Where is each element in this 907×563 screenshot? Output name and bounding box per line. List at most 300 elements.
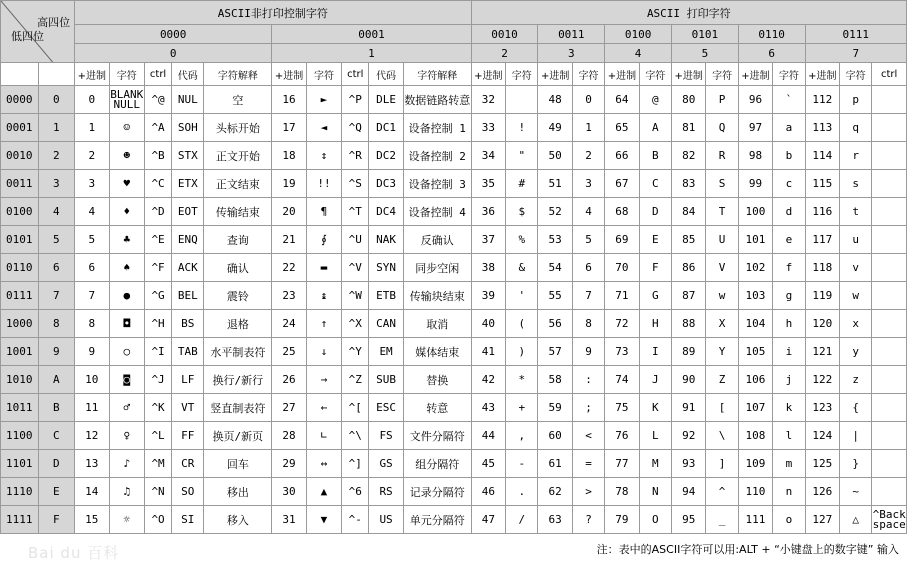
cell-decimal: 108	[738, 422, 772, 450]
cell-ctrl: ^P	[342, 86, 369, 114]
cell-decimal: 66	[605, 142, 639, 170]
cell-decimal: 85	[671, 226, 705, 254]
cell-char: ∟	[306, 422, 341, 450]
row-binary: 1000	[1, 310, 39, 338]
cell-decimal: 92	[671, 422, 705, 450]
cell-char: >	[572, 478, 604, 506]
cell-char: 9	[572, 338, 604, 366]
table-row	[1, 114, 907, 142]
cell-char: K	[639, 394, 671, 422]
cell-desc: 传输结束	[204, 198, 272, 226]
cell-decimal: 33	[471, 114, 505, 142]
cell-code: DC3	[369, 170, 403, 198]
cell-decimal: 38	[471, 254, 505, 282]
cell-code: ETX	[172, 170, 204, 198]
col-label-code: 代码	[369, 63, 403, 86]
cell-code: SI	[172, 506, 204, 534]
cell-decimal: 7	[75, 282, 109, 310]
row-binary: 1111	[1, 506, 39, 534]
cell-decimal: 28	[272, 422, 306, 450]
cell-char: U	[706, 226, 738, 254]
cell-decimal: 75	[605, 394, 639, 422]
cell-decimal: 118	[805, 254, 839, 282]
cell-decimal: 40	[471, 310, 505, 338]
cell-code: STX	[172, 142, 204, 170]
cell-decimal: 2	[75, 142, 109, 170]
cell-decimal: 35	[471, 170, 505, 198]
cell-char: b	[773, 142, 805, 170]
cell-decimal: 116	[805, 198, 839, 226]
cell-char: ♂	[109, 394, 144, 422]
cell-desc: 空	[204, 86, 272, 114]
cell-char: _	[706, 506, 738, 534]
cell-char: A	[639, 114, 671, 142]
cell-char: '	[506, 282, 538, 310]
row-binary: 0001	[1, 114, 39, 142]
cell-char: B	[639, 142, 671, 170]
cell-ctrl	[872, 478, 907, 506]
cell-ctrl	[872, 114, 907, 142]
cell-desc: 替换	[403, 366, 471, 394]
cell-ctrl: ^A	[145, 114, 172, 142]
table-row	[1, 198, 907, 226]
row-binary: 1011	[1, 394, 39, 422]
cell-ctrl: ^[	[342, 394, 369, 422]
cell-decimal: 113	[805, 114, 839, 142]
table-row	[1, 170, 907, 198]
cell-ctrl: ^L	[145, 422, 172, 450]
cell-decimal: 95	[671, 506, 705, 534]
cell-code: VT	[172, 394, 204, 422]
table-row	[1, 478, 907, 506]
cell-char: :	[572, 366, 604, 394]
cell-decimal: 54	[538, 254, 572, 282]
cell-ctrl: ^D	[145, 198, 172, 226]
cell-code: ACK	[172, 254, 204, 282]
cell-char: ¶	[306, 198, 341, 226]
cell-char: (	[506, 310, 538, 338]
cell-char: !!	[306, 170, 341, 198]
cell-char: w	[706, 282, 738, 310]
cell-ctrl	[872, 422, 907, 450]
cell-decimal: 14	[75, 478, 109, 506]
cell-char: -	[506, 450, 538, 478]
cell-decimal: 103	[738, 282, 772, 310]
cell-ctrl: ^J	[145, 366, 172, 394]
cell-decimal: 120	[805, 310, 839, 338]
cell-ctrl	[872, 394, 907, 422]
group-binary: 0010	[471, 25, 538, 44]
cell-ctrl: ^6	[342, 478, 369, 506]
cell-char: O	[639, 506, 671, 534]
cell-decimal: 16	[272, 86, 306, 114]
cell-char: .	[506, 478, 538, 506]
cell-char: R	[706, 142, 738, 170]
group-decimal: 7	[805, 44, 906, 63]
cell-char: I	[639, 338, 671, 366]
cell-char: <	[572, 422, 604, 450]
cell-code: FF	[172, 422, 204, 450]
cell-ctrl: ^@	[145, 86, 172, 114]
cell-char: y	[839, 338, 871, 366]
row-binary: 1001	[1, 338, 39, 366]
col-label-char: 字符	[306, 63, 341, 86]
col-label-char: 字符	[109, 63, 144, 86]
cell-desc: 换行/新行	[204, 366, 272, 394]
cell-decimal: 73	[605, 338, 639, 366]
cell-decimal: 37	[471, 226, 505, 254]
cell-decimal: 24	[272, 310, 306, 338]
cell-decimal: 104	[738, 310, 772, 338]
table-row	[1, 338, 907, 366]
cell-char: H	[639, 310, 671, 338]
cell-char: Q	[706, 114, 738, 142]
row-binary: 1010	[1, 366, 39, 394]
cell-desc: 水平制表符	[204, 338, 272, 366]
row-label-spacer-hex	[38, 63, 75, 86]
cell-decimal: 65	[605, 114, 639, 142]
cell-code: DC1	[369, 114, 403, 142]
cell-decimal: 71	[605, 282, 639, 310]
cell-decimal: 69	[605, 226, 639, 254]
cell-code: EM	[369, 338, 403, 366]
cell-char: ♦	[109, 198, 144, 226]
cell-char: /	[506, 506, 538, 534]
cell-char: n	[773, 478, 805, 506]
cell-char: △	[839, 506, 871, 534]
cell-decimal: 29	[272, 450, 306, 478]
cell-decimal: 60	[538, 422, 572, 450]
cell-code: GS	[369, 450, 403, 478]
cell-char: #	[506, 170, 538, 198]
cell-decimal: 58	[538, 366, 572, 394]
cell-ctrl	[872, 142, 907, 170]
cell-ctrl: ^X	[342, 310, 369, 338]
row-binary: 0010	[1, 142, 39, 170]
cell-decimal: 91	[671, 394, 705, 422]
cell-char: %	[506, 226, 538, 254]
cell-decimal: 124	[805, 422, 839, 450]
cell-decimal: 114	[805, 142, 839, 170]
cell-char: ☻	[109, 142, 144, 170]
cell-ctrl	[872, 170, 907, 198]
cell-ctrl: ^B	[145, 142, 172, 170]
cell-char: u	[839, 226, 871, 254]
cell-decimal: 70	[605, 254, 639, 282]
cell-decimal: 55	[538, 282, 572, 310]
group-decimal: 4	[605, 44, 672, 63]
cell-decimal: 1	[75, 114, 109, 142]
cell-ctrl: ^\	[342, 422, 369, 450]
cell-ctrl: ^]	[342, 450, 369, 478]
row-hex: F	[38, 506, 75, 534]
cell-decimal: 67	[605, 170, 639, 198]
cell-decimal: 122	[805, 366, 839, 394]
cell-char: =	[572, 450, 604, 478]
cell-decimal: 93	[671, 450, 705, 478]
cell-char: ←	[306, 394, 341, 422]
group-binary: 0001	[272, 25, 471, 44]
cell-char: ↨	[306, 282, 341, 310]
cell-ctrl: ^I	[145, 338, 172, 366]
cell-char: Z	[706, 366, 738, 394]
cell-desc: 取消	[403, 310, 471, 338]
cell-decimal: 109	[738, 450, 772, 478]
cell-char: d	[773, 198, 805, 226]
cell-decimal: 57	[538, 338, 572, 366]
cell-decimal: 88	[671, 310, 705, 338]
cell-ctrl: ^H	[145, 310, 172, 338]
cell-decimal: 90	[671, 366, 705, 394]
cell-char: ◙	[109, 366, 144, 394]
cell-char: Y	[706, 338, 738, 366]
col-label-decimal: +进制	[671, 63, 705, 86]
cell-decimal: 89	[671, 338, 705, 366]
cell-char: ♪	[109, 450, 144, 478]
cell-decimal: 50	[538, 142, 572, 170]
cell-ctrl	[872, 310, 907, 338]
cell-desc: 组分隔符	[403, 450, 471, 478]
cell-code: TAB	[172, 338, 204, 366]
cell-ctrl: ^C	[145, 170, 172, 198]
cell-char: w	[839, 282, 871, 310]
row-binary: 0100	[1, 198, 39, 226]
cell-desc: 数据链路转意	[403, 86, 471, 114]
cell-desc: 同步空闲	[403, 254, 471, 282]
cell-decimal: 36	[471, 198, 505, 226]
cell-decimal: 123	[805, 394, 839, 422]
cell-char: ♣	[109, 226, 144, 254]
cell-char: +	[506, 394, 538, 422]
cell-char: X	[706, 310, 738, 338]
table-row	[1, 422, 907, 450]
row-hex: 5	[38, 226, 75, 254]
cell-char: l	[773, 422, 805, 450]
cell-char: j	[773, 366, 805, 394]
cell-char: *	[506, 366, 538, 394]
table-row	[1, 506, 907, 534]
cell-char: ;	[572, 394, 604, 422]
col-label-decimal: +进制	[272, 63, 306, 86]
cell-code: ENQ	[172, 226, 204, 254]
cell-char: ▬	[306, 254, 341, 282]
cell-char: S	[706, 170, 738, 198]
cell-decimal: 117	[805, 226, 839, 254]
row-hex: 8	[38, 310, 75, 338]
cell-decimal: 51	[538, 170, 572, 198]
cell-code: DC4	[369, 198, 403, 226]
cell-decimal: 97	[738, 114, 772, 142]
cell-decimal: 34	[471, 142, 505, 170]
cell-decimal: 110	[738, 478, 772, 506]
col-label-decimal: +进制	[538, 63, 572, 86]
cell-decimal: 5	[75, 226, 109, 254]
cell-decimal: 27	[272, 394, 306, 422]
cell-decimal: 9	[75, 338, 109, 366]
cell-code: ETB	[369, 282, 403, 310]
col-label-decimal: +进制	[738, 63, 772, 86]
corner-high-label: 高四位	[37, 16, 71, 29]
cell-desc: 媒体结束	[403, 338, 471, 366]
nonprint-title: ASCII非打印控制字符	[75, 1, 472, 25]
cell-char: r	[839, 142, 871, 170]
row-binary: 1100	[1, 422, 39, 450]
cell-decimal: 64	[605, 86, 639, 114]
col-label-char: 字符	[572, 63, 604, 86]
col-label-decimal: +进制	[805, 63, 839, 86]
cell-code: LF	[172, 366, 204, 394]
cell-decimal: 78	[605, 478, 639, 506]
col-label-decimal: +进制	[471, 63, 505, 86]
cell-code: NAK	[369, 226, 403, 254]
col-label-desc: 字符解释	[204, 63, 272, 86]
cell-char: \	[706, 422, 738, 450]
group-binary: 0110	[738, 25, 805, 44]
cell-ctrl	[872, 450, 907, 478]
cell-decimal: 8	[75, 310, 109, 338]
cell-ctrl	[872, 254, 907, 282]
cell-ctrl	[872, 282, 907, 310]
cell-char: →	[306, 366, 341, 394]
cell-char: |	[839, 422, 871, 450]
cell-char: T	[706, 198, 738, 226]
cell-char: ▼	[306, 506, 341, 534]
cell-code: ESC	[369, 394, 403, 422]
cell-char: v	[839, 254, 871, 282]
cell-code: NUL	[172, 86, 204, 114]
cell-char: $	[506, 198, 538, 226]
group-decimal: 6	[738, 44, 805, 63]
cell-decimal: 43	[471, 394, 505, 422]
cell-char: h	[773, 310, 805, 338]
cell-ctrl	[872, 338, 907, 366]
col-label-char: 字符	[839, 63, 871, 86]
cell-decimal: 48	[538, 86, 572, 114]
col-label-char: 字符	[773, 63, 805, 86]
cell-ctrl: ^Q	[342, 114, 369, 142]
cell-char: g	[773, 282, 805, 310]
cell-decimal: 49	[538, 114, 572, 142]
cell-decimal: 98	[738, 142, 772, 170]
cell-char: ↓	[306, 338, 341, 366]
cell-decimal: 62	[538, 478, 572, 506]
group-decimal: 5	[671, 44, 738, 63]
cell-char: ◘	[109, 310, 144, 338]
cell-code: DC2	[369, 142, 403, 170]
cell-char: ↕	[306, 142, 341, 170]
cell-decimal: 42	[471, 366, 505, 394]
cell-char: @	[639, 86, 671, 114]
cell-char: ○	[109, 338, 144, 366]
cell-desc: 头标开始	[204, 114, 272, 142]
cell-desc: 换页/新页	[204, 422, 272, 450]
cell-code: SOH	[172, 114, 204, 142]
cell-char: o	[773, 506, 805, 534]
cell-decimal: 19	[272, 170, 306, 198]
table-row	[1, 226, 907, 254]
cell-decimal: 10	[75, 366, 109, 394]
cell-decimal: 3	[75, 170, 109, 198]
cell-char: )	[506, 338, 538, 366]
cell-char: ●	[109, 282, 144, 310]
cell-char: ]	[706, 450, 738, 478]
cell-ctrl: ^S	[342, 170, 369, 198]
footer-note: 注：表中的ASCII字符可以用:ALT + “小键盘上的数字键” 输入	[596, 543, 899, 556]
cell-ctrl	[872, 366, 907, 394]
cell-decimal: 52	[538, 198, 572, 226]
cell-code: DLE	[369, 86, 403, 114]
cell-decimal: 4	[75, 198, 109, 226]
cell-char: !	[506, 114, 538, 142]
cell-desc: 文件分隔符	[403, 422, 471, 450]
cell-char: 1	[572, 114, 604, 142]
row-hex: 0	[38, 86, 75, 114]
cell-desc: 设备控制 1	[403, 114, 471, 142]
cell-decimal: 121	[805, 338, 839, 366]
col-label-ctrl: ctrl	[145, 63, 172, 86]
cell-char: ♥	[109, 170, 144, 198]
cell-decimal: 30	[272, 478, 306, 506]
cell-char: a	[773, 114, 805, 142]
cell-char: ↔	[306, 450, 341, 478]
col-label-code: 代码	[172, 63, 204, 86]
row-binary: 0111	[1, 282, 39, 310]
group-decimal: 0	[75, 44, 272, 63]
table-row	[1, 86, 907, 114]
cell-decimal: 112	[805, 86, 839, 114]
cell-desc: 反确认	[403, 226, 471, 254]
cell-char: V	[706, 254, 738, 282]
cell-decimal: 32	[471, 86, 505, 114]
row-label-spacer-bin	[1, 63, 39, 86]
cell-decimal: 119	[805, 282, 839, 310]
cell-ctrl: ^G	[145, 282, 172, 310]
cell-char: P	[706, 86, 738, 114]
table-row	[1, 310, 907, 338]
cell-decimal: 25	[272, 338, 306, 366]
cell-char: x	[839, 310, 871, 338]
cell-char: ↑	[306, 310, 341, 338]
table-row	[1, 282, 907, 310]
table-row	[1, 366, 907, 394]
cell-char: ▲	[306, 478, 341, 506]
cell-desc: 转意	[403, 394, 471, 422]
cell-code: SUB	[369, 366, 403, 394]
row-hex: E	[38, 478, 75, 506]
cell-char: BLANK NULL	[109, 86, 144, 114]
cell-decimal: 0	[75, 86, 109, 114]
cell-ctrl	[872, 226, 907, 254]
cell-decimal: 72	[605, 310, 639, 338]
row-hex: 3	[38, 170, 75, 198]
cell-desc: 移入	[204, 506, 272, 534]
cell-char: ◄	[306, 114, 341, 142]
cell-decimal: 45	[471, 450, 505, 478]
cell-decimal: 79	[605, 506, 639, 534]
cell-decimal: 46	[471, 478, 505, 506]
row-binary: 0101	[1, 226, 39, 254]
row-hex: 9	[38, 338, 75, 366]
cell-decimal: 101	[738, 226, 772, 254]
group-binary: 0100	[605, 25, 672, 44]
cell-char: 7	[572, 282, 604, 310]
print-title: ASCII 打印字符	[471, 1, 906, 25]
cell-decimal: 83	[671, 170, 705, 198]
group-binary: 0111	[805, 25, 906, 44]
cell-decimal: 74	[605, 366, 639, 394]
cell-char: p	[839, 86, 871, 114]
row-hex: 7	[38, 282, 75, 310]
